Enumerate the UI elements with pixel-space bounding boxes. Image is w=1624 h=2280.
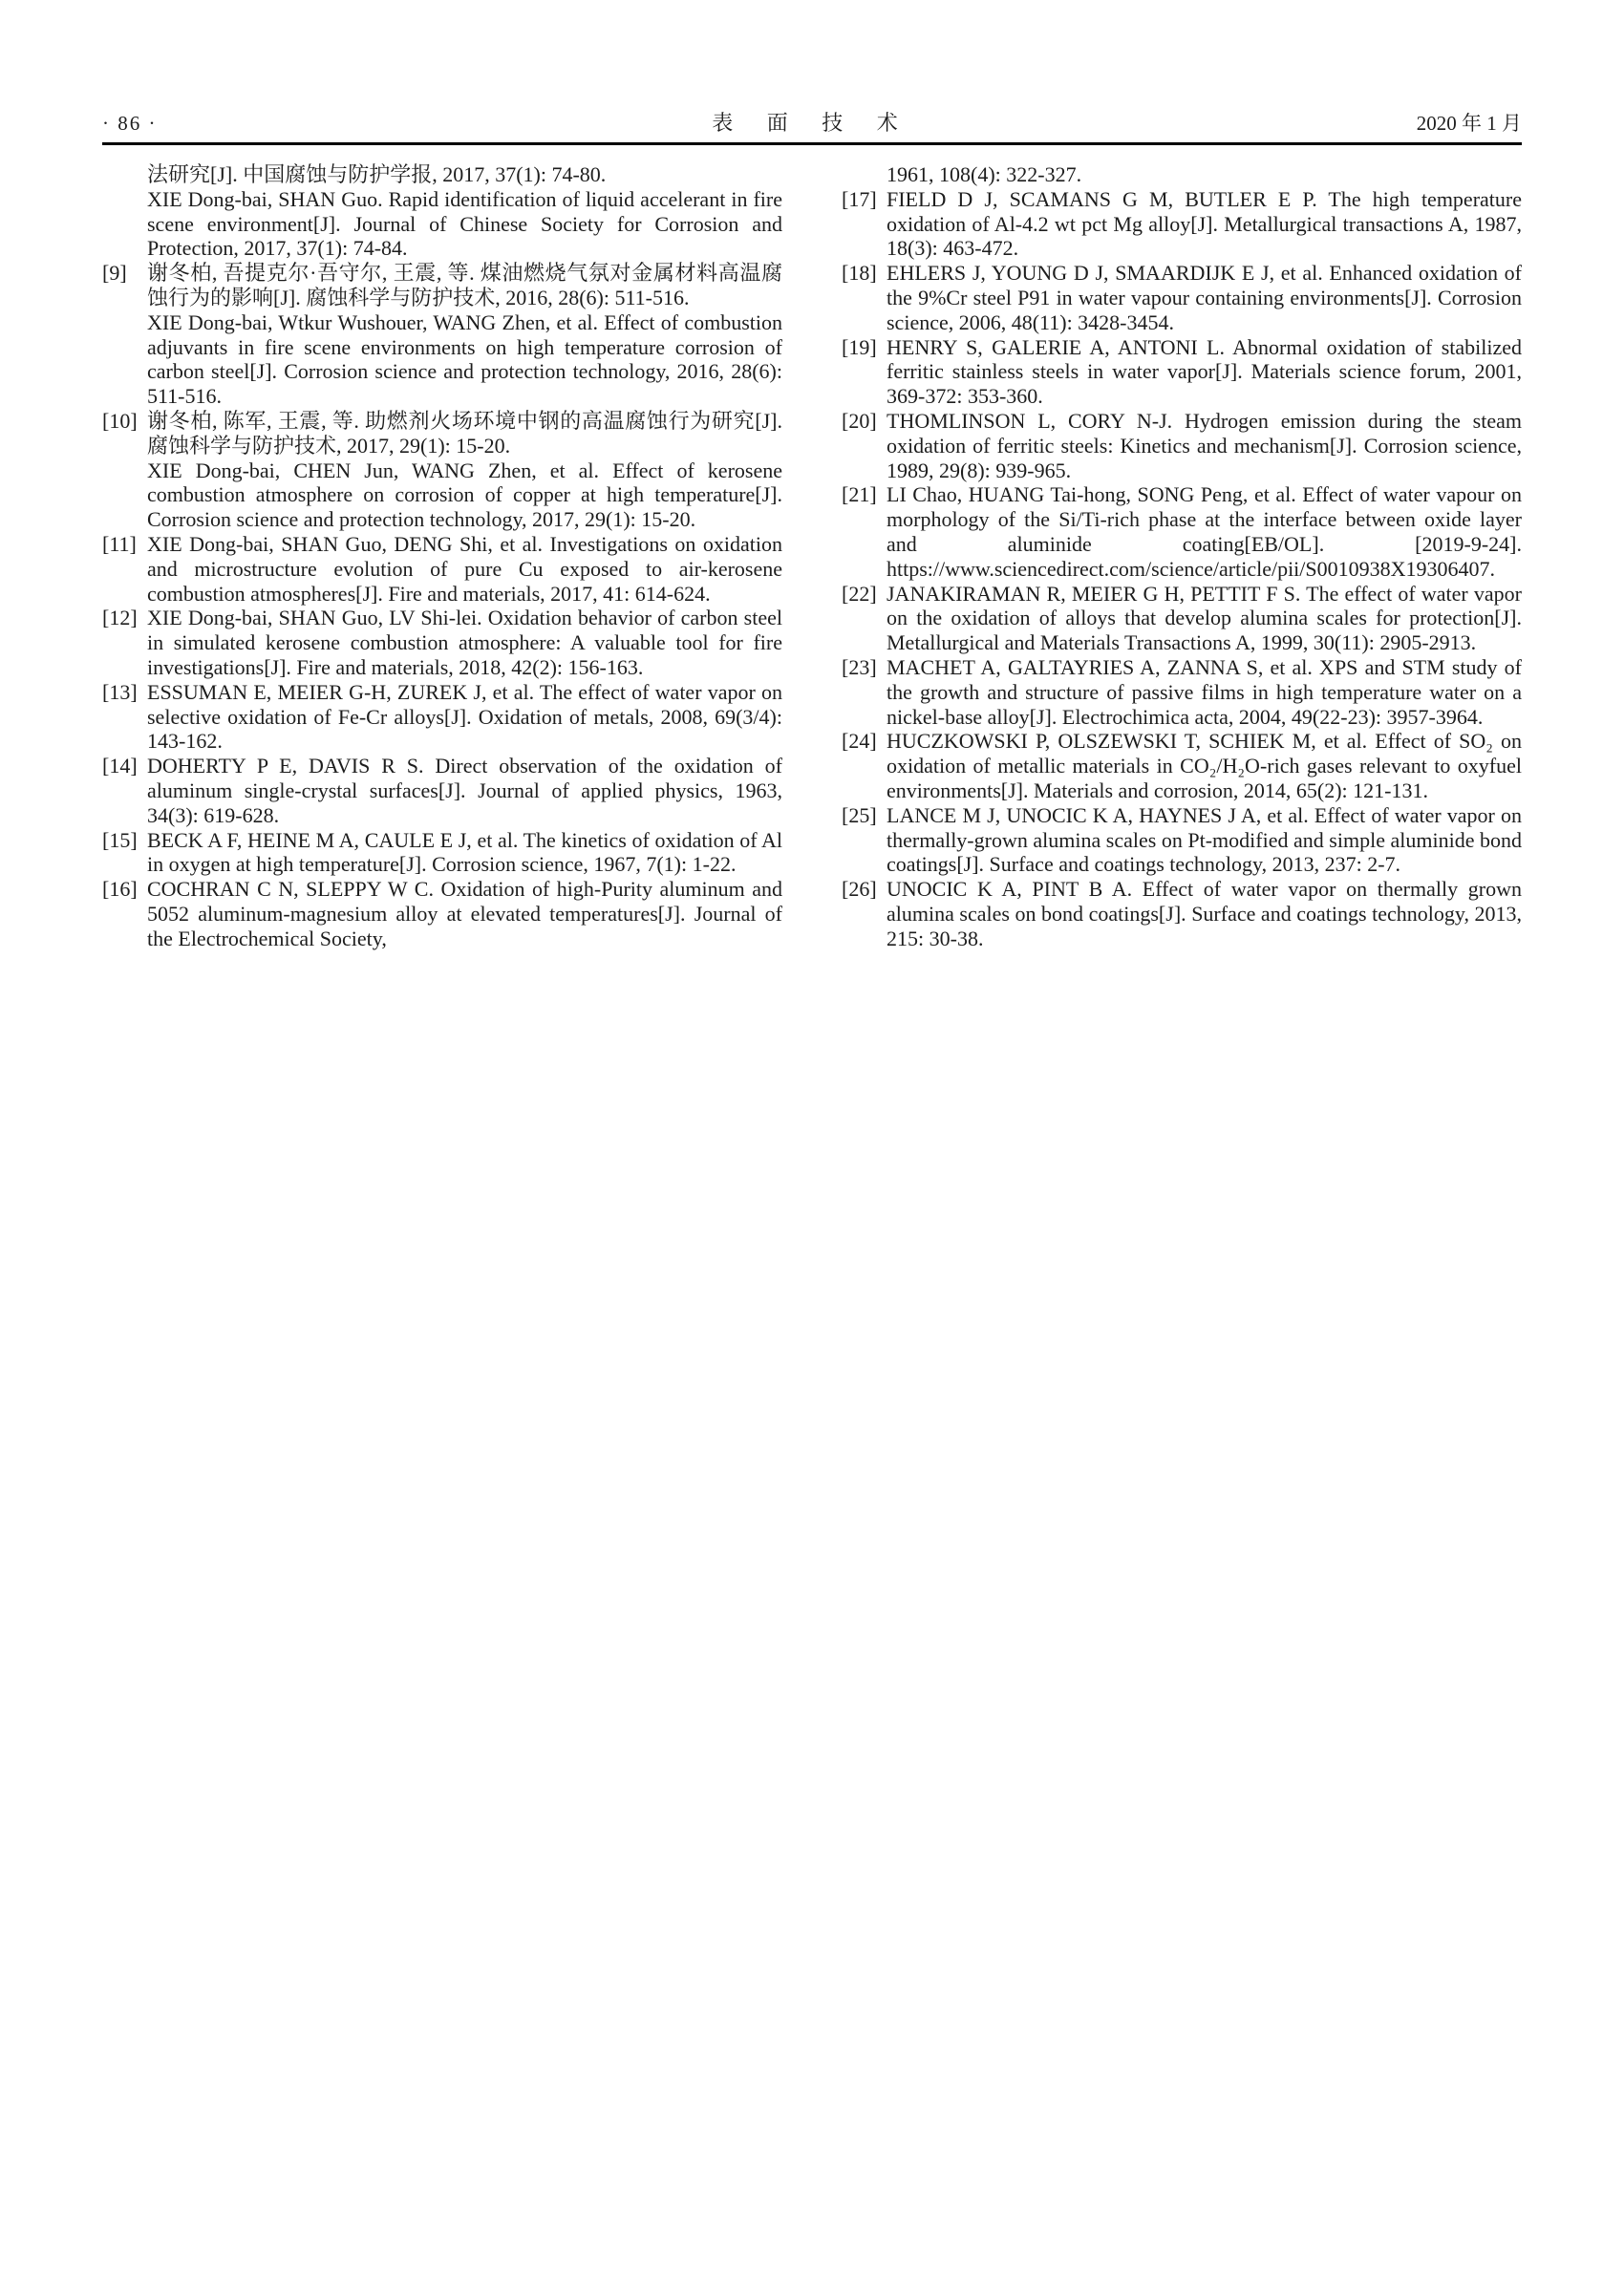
page-header [102, 107, 1522, 137]
reference-text: THOMLINSON L, CORY N-J. Hydrogen emission during the steam oxidation of ferritic steels: Kinetics and mechanism[J]. Corrosion science, 1989, 29(8): 939-965. [887, 408, 1522, 482]
reference-item [842, 409, 1522, 482]
reference-number: [14] [102, 754, 138, 778]
reference-text: BECK A F, HEINE M A, CAULE E J, et al. The kinetics of oxidation of Al in oxygen at high temperature[J]. Corrosion science, 1967, 7(1): 1-22. [147, 827, 782, 877]
reference-body [147, 409, 782, 532]
references-left-column [102, 162, 782, 951]
reference-body [147, 680, 782, 754]
reference-number: [10] [102, 408, 138, 433]
reference-item [102, 754, 782, 827]
page-number: · 86 · [102, 112, 158, 135]
journal-title: 表 面 技 术 [712, 111, 912, 135]
reference-body [147, 261, 782, 409]
reference-item [102, 261, 782, 409]
reference-item [842, 877, 1522, 950]
reference-body [147, 828, 782, 878]
reference-number: [20] [842, 408, 877, 433]
reference-number: [21] [842, 482, 877, 507]
reference-item [842, 655, 1522, 729]
reference-text: EHLERS J, YOUNG D J, SMAARDIJK E J, et al. Enhanced oxidation of the 9%Cr steel P91 in water vapour containing environments[J]. Corrosion science, 2006, 48(11): 3428-3454. [887, 261, 1522, 334]
reference-text: 谢冬柏, 陈军, 王震, 等. 助燃剂火场环境中钢的高温腐蚀行为研究[J]. 腐蚀科学与防护技术, 2017, 29(1): 15-20. [147, 408, 782, 458]
reference-item [842, 803, 1522, 877]
reference-number: [17] [842, 186, 877, 211]
reference-text: UNOCIC K A, PINT B A. Effect of water vapor on thermally grown alumina scales on bond coatings[J]. Surface and coatings technology, 2013, 215: 30-38. [887, 877, 1522, 950]
reference-item [842, 335, 1522, 409]
reference-text: HENRY S, GALERIE A, ANTONI L. Abnormal oxidation of stabilized ferritic stainless steels in water vapor[J]. Materials science forum, 2001, 369-372: 353-360. [887, 334, 1522, 409]
reference-number: [16] [102, 877, 138, 902]
reference-body [887, 729, 1522, 802]
reference-text: ESSUMAN E, MEIER G-H, ZUREK J, et al. The effect of water vapor on selective oxidation of Fe-Cr alloys[J]. Oxidation of metals, 2008, 69(3/4): 143-162. [147, 679, 782, 754]
reference-item [102, 162, 782, 261]
reference-body [887, 803, 1522, 877]
reference-text: HUCZKOWSKI P, OLSZEWSKI T, SCHIEK M, et al. Effect of SO₂ on oxidation of metallic materials in CO₂/H₂O-rich gases relevant to oxyfuel environments[J]. Materials and corrosion, 2014, 65(2): 121-131. [887, 729, 1522, 802]
reference-item [842, 482, 1522, 581]
references-section [102, 162, 1522, 951]
reference-number: [9] [102, 261, 127, 286]
reference-text: XIE Dong-bai, SHAN Guo, LV Shi-lei. Oxidation behavior of carbon steel in simulated kerosene combustion atmosphere: A valuable tool for fire investigations[J]. Fire and materials, 2018, 42(2): 156-163. [147, 606, 782, 679]
reference-text: XIE Dong-bai, Wtkur Wushouer, WANG Zhen, et al. Effect of combustion adjuvants in fire scene environments on high temperature corrosion of carbon steel[J]. Corrosion science and protection technology, 2016, 28(6): 511-516. [147, 309, 782, 409]
reference-item [102, 680, 782, 754]
reference-body [887, 582, 1522, 655]
reference-text: XIE Dong-bai, SHAN Guo, DENG Shi, et al. Investigations on oxidation and microstructure evolution of pure Cu exposed to air-kerosene combustion atmospheres[J]. Fire and materials, 2017, 41: 614-624. [147, 531, 782, 606]
reference-body [887, 482, 1522, 581]
reference-body [147, 877, 782, 950]
issue-date: 2020 年 1 月 [1416, 112, 1522, 135]
reference-body [887, 187, 1522, 261]
reference-body [147, 162, 782, 261]
reference-number: [25] [842, 802, 877, 827]
reference-body [147, 532, 782, 606]
reference-text: 法研究[J]. 中国腐蚀与防护学报, 2017, 37(1): 74-80. [147, 162, 607, 186]
reference-number: [26] [842, 877, 877, 902]
reference-text: DOHERTY P E, DAVIS R S. Direct observation of the oxidation of aluminum single-crystal surfaces[J]. Journal of applied physics, 1963, 34(3): 619-628. [147, 754, 782, 827]
reference-body [887, 877, 1522, 950]
reference-text: LANCE M J, UNOCIC K A, HAYNES J A, et al. Effect of water vapor on thermally-grown alumina scales on Pt-modified and simple aluminide bond coatings[J]. Surface and coatings technology, 2013, 237: 2-7. [887, 802, 1522, 877]
reference-item [842, 187, 1522, 261]
reference-item [842, 261, 1522, 334]
reference-number: [12] [102, 606, 138, 630]
reference-text: COCHRAN C N, SLEPPY W C. Oxidation of high-Purity aluminum and 5052 aluminum-magnesium alloy at elevated temperatures[J]. Journal of the Electrochemical Society, [147, 877, 782, 950]
reference-text: LI Chao, HUANG Tai-hong, SONG Peng, et al. Effect of water vapour on morphology of the Si/Ti-rich phase at the interface between oxide layer and aluminide coating[EB/OL]. [2019-9-24]. https://www.sciencedirect.com/science/article/pii/S0010938X19306407. [887, 482, 1522, 581]
reference-number: [22] [842, 581, 877, 606]
reference-number: [24] [842, 729, 877, 754]
reference-body [147, 606, 782, 679]
reference-body [147, 754, 782, 827]
reference-text: XIE Dong-bai, CHEN Jun, WANG Zhen, et al. Effect of kerosene combustion atmosphere on corrosion of copper at high temperature[J]. Corrosion science and protection technology, 2017, 29(1): 15-20. [147, 458, 782, 532]
reference-number: [19] [842, 334, 877, 359]
reference-text: JANAKIRAMAN R, MEIER G H, PETTIT F S. The effect of water vapor on the oxidation of alloys that develop alumina scales for protection[J]. Metallurgical and Materials Transactions A, 1999, 30(11): 2905-2913. [887, 581, 1522, 655]
reference-number: [11] [102, 531, 137, 556]
reference-text: MACHET A, GALTAYRIES A, ZANNA S, et al. XPS and STM study of the growth and structure of passive films in high temperature water on a nickel-base alloy[J]. Electrochimica acta, 2004, 49(22-23): 3957-3964. [887, 654, 1522, 729]
reference-text: XIE Dong-bai, SHAN Guo. Rapid identification of liquid accelerant in fire scene environment[J]. Journal of Chinese Society for Corrosion and Protection, 2017, 37(1): 74-84. [147, 186, 782, 261]
reference-body [887, 261, 1522, 334]
reference-number: [13] [102, 679, 138, 704]
references-right-column [842, 162, 1522, 951]
reference-number: [18] [842, 261, 877, 286]
reference-item [102, 828, 782, 878]
reference-item [102, 606, 782, 679]
reference-item [842, 582, 1522, 655]
reference-body [887, 409, 1522, 482]
reference-item [842, 729, 1522, 802]
reference-text: 谢冬柏, 吾提克尔·吾守尔, 王震, 等. 煤油燃烧气氛对金属材料高温腐蚀行为的影响[J]. 腐蚀科学与防护技术, 2016, 28(6): 511-516. [147, 261, 782, 309]
header-rule [102, 142, 1522, 145]
reference-number: [15] [102, 827, 138, 852]
reference-body [887, 335, 1522, 409]
reference-item [102, 409, 782, 532]
reference-body [887, 655, 1522, 729]
reference-item [102, 877, 782, 950]
reference-text: FIELD D J, SCAMANS G M, BUTLER E P. The high temperature oxidation of Al-4.2 wt pct Mg alloy[J]. Metallurgical transactions A, 1987, 18(3): 463-472. [887, 186, 1522, 261]
reference-item [842, 162, 1522, 187]
reference-number: [23] [842, 654, 877, 679]
reference-body [887, 162, 1522, 187]
reference-text: 1961, 108(4): 322-327. [887, 162, 1082, 186]
reference-item [102, 532, 782, 606]
